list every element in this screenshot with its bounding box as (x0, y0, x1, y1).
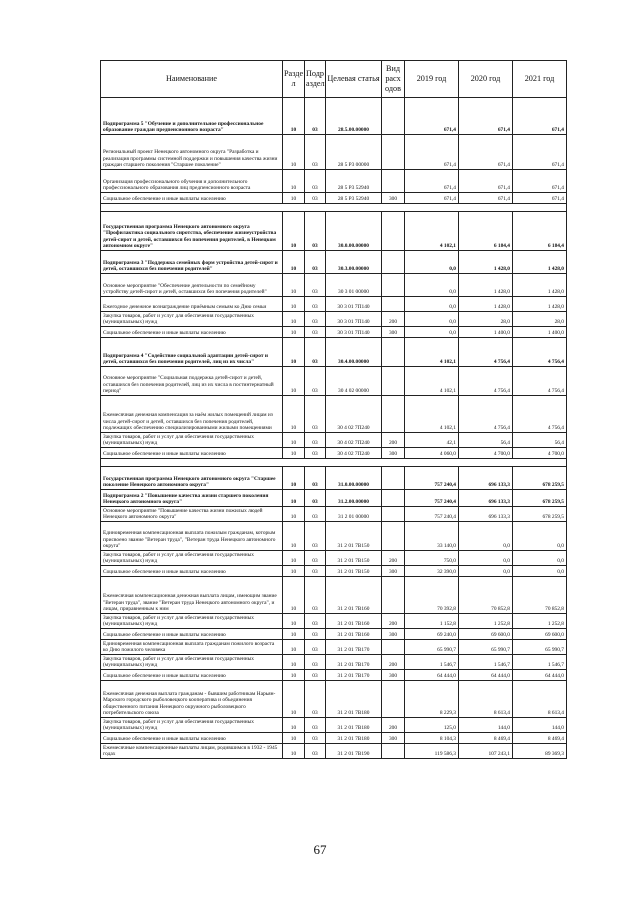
cell-2020: 696 133,3 (459, 490, 513, 507)
table-row (101, 193, 567, 204)
cell-2021: 6 184,4 (513, 212, 567, 251)
cell-name: Основное мероприятие "Социальная поддержка детей-сирот и детей, оставшихся без попечения родителей, лиц из их числа в постинтернатный период" (101, 367, 283, 396)
cell-expense-type (382, 396, 405, 433)
cell-expense-type (382, 744, 405, 759)
cell-podrazdel: 03 (305, 551, 326, 566)
cell-target: 31.0.00.00000 (326, 467, 382, 490)
cell-name: Единовременная компенсационная выплата пожилым гражданам, которым присвоено звание "Ветеран труда", "Ветеран труда Ненецкого автономного округа" (101, 522, 283, 551)
cell-podrazdel: 03 (305, 507, 326, 522)
cell-target: 30 4 02 7П240 (326, 396, 382, 433)
table-row (101, 614, 567, 629)
cell-name: Основное мероприятие "Повышение качества жизни пожилых людей Ненецкого автономного округа" (101, 507, 283, 522)
cell-2021: 4 700,0 (513, 448, 567, 459)
cell-razdel: 10 (283, 396, 305, 433)
cell-target: 30 3 01 7П140 (326, 297, 382, 312)
cell-2019: 671,4 (405, 193, 459, 204)
cell-2021: 8 469,4 (513, 733, 567, 744)
cell-2021: 64 444,0 (513, 670, 567, 681)
cell-2021: 678 259,5 (513, 490, 567, 507)
cell-expense-type: 200 (382, 718, 405, 733)
cell-target: 31 2 01 7В170 (326, 655, 382, 670)
cell-name: Социальное обеспечение и иные выплаты населению (101, 327, 283, 338)
cell-2021: 1 252,8 (513, 614, 567, 629)
cell-podrazdel: 03 (305, 733, 326, 744)
cell-2020: 28,0 (459, 312, 513, 327)
table-row (101, 396, 567, 433)
table-row (101, 327, 567, 338)
cell-target: 31 2 01 7В150 (326, 522, 382, 551)
cell-podrazdel: 03 (305, 522, 326, 551)
cell-2021: 70 852,8 (513, 577, 567, 614)
cell-target: 31 2 01 7В170 (326, 670, 382, 681)
cell-2019: 64 444,0 (405, 670, 459, 681)
cell-2021: 4 756,4 (513, 396, 567, 433)
spacer-row (101, 459, 567, 467)
cell-target: 30.0.00.00000 (326, 212, 382, 251)
cell-2020: 4 756,4 (459, 396, 513, 433)
cell-podrazdel: 03 (305, 490, 326, 507)
cell-name: Социальное обеспечение и иные выплаты населению (101, 733, 283, 744)
table-row (101, 522, 567, 551)
cell-2020: 1 252,8 (459, 614, 513, 629)
cell-2021: 0,0 (513, 551, 567, 566)
cell-2021: 4 756,4 (513, 367, 567, 396)
cell-2019: 8 229,3 (405, 681, 459, 718)
cell-expense-type (382, 251, 405, 274)
header-2019: 2019 год (405, 61, 459, 98)
cell-2021: 65 990,7 (513, 640, 567, 655)
cell-2021: 1 546,7 (513, 655, 567, 670)
table-row (101, 251, 567, 274)
cell-target: 31 2 01 7В180 (326, 733, 382, 744)
cell-name: Закупка товаров, работ и услуг для обеспечения государственных (муниципальных) нужд (101, 551, 283, 566)
cell-expense-type: 200 (382, 655, 405, 670)
cell-podrazdel: 03 (305, 629, 326, 640)
cell-2019: 0,0 (405, 251, 459, 274)
cell-target: 31 2 01 7В180 (326, 681, 382, 718)
cell-expense-type: 300 (382, 193, 405, 204)
cell-podrazdel: 03 (305, 367, 326, 396)
cell-razdel: 10 (283, 297, 305, 312)
cell-name: Единовременная компенсационная выплата гражданам пожилого возраста ко Дню пожилого человека (101, 640, 283, 655)
cell-podrazdel: 03 (305, 566, 326, 577)
table-row (101, 718, 567, 733)
cell-target: 28 5 P3 52940 (326, 170, 382, 193)
cell-2020: 144,0 (459, 718, 513, 733)
cell-podrazdel: 03 (305, 577, 326, 614)
cell-target: 31 2 01 7В150 (326, 566, 382, 577)
table-header-row (101, 61, 567, 98)
cell-podrazdel: 03 (305, 744, 326, 759)
table-row (101, 655, 567, 670)
cell-target: 28 5 P3 52940 (326, 193, 382, 204)
cell-2020: 4 700,0 (459, 448, 513, 459)
cell-2020: 1 428,0 (459, 297, 513, 312)
cell-expense-type (382, 640, 405, 655)
cell-razdel: 10 (283, 490, 305, 507)
cell-2020: 696 133,3 (459, 507, 513, 522)
cell-razdel: 10 (283, 670, 305, 681)
cell-2020: 696 133,3 (459, 467, 513, 490)
cell-podrazdel: 03 (305, 297, 326, 312)
cell-razdel: 10 (283, 551, 305, 566)
cell-expense-type (382, 170, 405, 193)
cell-razdel: 10 (283, 193, 305, 204)
cell-expense-type: 200 (382, 614, 405, 629)
table-row (101, 733, 567, 744)
cell-name: Закупка товаров, работ и услуг для обеспечения государственных (муниципальных) нужд (101, 655, 283, 670)
cell-2020: 1 428,0 (459, 274, 513, 297)
cell-2021: 0,0 (513, 522, 567, 551)
cell-2020: 107 243,1 (459, 744, 513, 759)
cell-2019: 750,0 (405, 551, 459, 566)
cell-2020: 1 428,0 (459, 251, 513, 274)
table-row (101, 338, 567, 367)
cell-podrazdel: 03 (305, 274, 326, 297)
cell-2021: 1 400,0 (513, 327, 567, 338)
cell-name: Ежемесячная денежная выплата гражданам - бывшим работникам Нарьян-Марского городского рыболовецкого кооператива и объединения общественного питания Ненецкого окружного рыболовецкого потребительского союза (101, 681, 283, 718)
cell-razdel: 10 (283, 212, 305, 251)
cell-expense-type (382, 681, 405, 718)
cell-podrazdel: 03 (305, 681, 326, 718)
cell-razdel: 10 (283, 566, 305, 577)
cell-podrazdel: 03 (305, 640, 326, 655)
cell-name: Государственная программа Ненецкого автономного округа "Профилактика социального сиротства, обеспечение жизнеустройства детей-сирот и детей, оставшихся без попечения родителей, в Ненецком автономном округе" (101, 212, 283, 251)
cell-2019: 671,4 (405, 98, 459, 135)
cell-expense-type (382, 297, 405, 312)
cell-target: 31 2 01 7В150 (326, 551, 382, 566)
cell-2021: 89 369,3 (513, 744, 567, 759)
cell-2021: 0,0 (513, 566, 567, 577)
header-razdel: Разде л (283, 61, 305, 98)
cell-2019: 32 390,0 (405, 566, 459, 577)
cell-2021: 671,4 (513, 98, 567, 135)
cell-2021: 69 600,0 (513, 629, 567, 640)
cell-2019: 70 392,8 (405, 577, 459, 614)
cell-2020: 4 756,4 (459, 338, 513, 367)
cell-podrazdel: 03 (305, 467, 326, 490)
cell-podrazdel: 03 (305, 327, 326, 338)
cell-podrazdel: 03 (305, 448, 326, 459)
cell-podrazdel: 03 (305, 614, 326, 629)
cell-expense-type (382, 274, 405, 297)
cell-2021: 8 613,4 (513, 681, 567, 718)
cell-target: 30 4 02 7П240 (326, 448, 382, 459)
cell-target: 31 2 01 7В160 (326, 577, 382, 614)
table-row (101, 566, 567, 577)
table-row (101, 448, 567, 459)
cell-2021: 4 756,4 (513, 338, 567, 367)
cell-razdel: 10 (283, 274, 305, 297)
cell-2019: 0,0 (405, 312, 459, 327)
cell-2019: 33 140,0 (405, 522, 459, 551)
cell-2021: 1 428,0 (513, 297, 567, 312)
cell-razdel: 10 (283, 448, 305, 459)
cell-podrazdel: 03 (305, 193, 326, 204)
cell-name: Ежегодное денежное вознаграждение приёмным семьям ко Дню семьи (101, 297, 283, 312)
cell-2020: 8 613,4 (459, 681, 513, 718)
cell-name: Ежемесячные компенсационные выплаты лицам, родившимся в 1932 - 1945 годах (101, 744, 283, 759)
cell-razdel: 10 (283, 522, 305, 551)
cell-2019: 4 102,1 (405, 338, 459, 367)
table-row (101, 367, 567, 396)
cell-expense-type (382, 577, 405, 614)
header-2020: 2020 год (459, 61, 513, 98)
cell-name: Ежемесячная денежная компенсация за наём жилых помещений лицам из числа детей-сирот и детей, оставшихся без попечения родителей, подлежащих обеспечению специализированными жилыми помещениями (101, 396, 283, 433)
cell-expense-type (382, 212, 405, 251)
cell-target: 30 4 02 00000 (326, 367, 382, 396)
cell-target: 28 5 P3 00000 (326, 135, 382, 170)
cell-target: 31 2 01 7В170 (326, 640, 382, 655)
cell-2019: 4 102,1 (405, 212, 459, 251)
cell-2019: 8 104,3 (405, 733, 459, 744)
table-row (101, 577, 567, 614)
cell-2020: 0,0 (459, 522, 513, 551)
cell-razdel: 10 (283, 718, 305, 733)
cell-razdel: 10 (283, 467, 305, 490)
cell-name: Закупка товаров, работ и услуг для обеспечения государственных (муниципальных) нужд (101, 718, 283, 733)
cell-expense-type: 300 (382, 733, 405, 744)
cell-2020: 0,0 (459, 551, 513, 566)
cell-target: 31 2 01 00000 (326, 507, 382, 522)
cell-expense-type (382, 338, 405, 367)
cell-name: Подпрограмма 3 "Поддержка семейных форм устройства детей-сирот и детей, оставшихся без попечения родителей" (101, 251, 283, 274)
cell-2019: 4 102,1 (405, 367, 459, 396)
cell-2019: 671,4 (405, 135, 459, 170)
cell-razdel: 10 (283, 327, 305, 338)
cell-expense-type: 300 (382, 670, 405, 681)
cell-expense-type: 300 (382, 448, 405, 459)
cell-podrazdel: 03 (305, 212, 326, 251)
table-row (101, 98, 567, 135)
cell-razdel: 10 (283, 577, 305, 614)
cell-2020: 1 546,7 (459, 655, 513, 670)
cell-name: Социальное обеспечение и иные выплаты населению (101, 193, 283, 204)
cell-name: Государственная программа Ненецкого автономного округа "Старшее поколение Ненецкого автономного округа" (101, 467, 283, 490)
cell-2019: 757 240,4 (405, 507, 459, 522)
cell-name: Основное мероприятие "Обеспечение деятельности по семейному устройству детей-сирот и детей, оставшихся без попечения родителей" (101, 274, 283, 297)
cell-razdel: 10 (283, 98, 305, 135)
cell-2019: 671,4 (405, 170, 459, 193)
cell-2021: 671,4 (513, 170, 567, 193)
cell-2021: 1 428,0 (513, 274, 567, 297)
cell-2021: 56,4 (513, 433, 567, 448)
cell-expense-type: 200 (382, 433, 405, 448)
cell-expense-type: 200 (382, 551, 405, 566)
cell-target: 31 2 01 7В160 (326, 629, 382, 640)
cell-2020: 671,4 (459, 170, 513, 193)
cell-expense-type (382, 135, 405, 170)
cell-podrazdel: 03 (305, 655, 326, 670)
cell-2021: 1 428,0 (513, 251, 567, 274)
table-row (101, 490, 567, 507)
cell-razdel: 10 (283, 312, 305, 327)
cell-expense-type (382, 507, 405, 522)
cell-2021: 671,4 (513, 135, 567, 170)
header-target: Целевая статья (326, 61, 382, 98)
cell-2020: 8 469,4 (459, 733, 513, 744)
cell-2020: 69 600,0 (459, 629, 513, 640)
table-row (101, 640, 567, 655)
cell-name: Подпрограмма 2 "Повышение качества жизни старшего поколения Ненецкого автономного округа" (101, 490, 283, 507)
cell-podrazdel: 03 (305, 338, 326, 367)
spacer-cell (101, 459, 567, 467)
table-row (101, 312, 567, 327)
header-name: Наименование (101, 61, 283, 98)
cell-2019: 4 102,1 (405, 396, 459, 433)
cell-2021: 144,0 (513, 718, 567, 733)
cell-2020: 671,4 (459, 98, 513, 135)
budget-table (100, 60, 567, 759)
cell-2019: 1 546,7 (405, 655, 459, 670)
cell-expense-type: 300 (382, 566, 405, 577)
cell-razdel: 10 (283, 170, 305, 193)
cell-razdel: 10 (283, 433, 305, 448)
cell-2019: 69 240,0 (405, 629, 459, 640)
cell-expense-type (382, 467, 405, 490)
table-body (101, 98, 567, 759)
table-row (101, 170, 567, 193)
cell-razdel: 10 (283, 251, 305, 274)
cell-name: Закупка товаров, работ и услуг для обеспечения государственных (муниципальных) нужд (101, 614, 283, 629)
cell-target: 31.2.00.00000 (326, 490, 382, 507)
cell-2020: 65 990,7 (459, 640, 513, 655)
cell-2020: 4 756,4 (459, 367, 513, 396)
header-expense-type: Вид расх одов (382, 61, 405, 98)
cell-2021: 678 259,5 (513, 467, 567, 490)
cell-expense-type: 300 (382, 327, 405, 338)
cell-2019: 0,0 (405, 327, 459, 338)
cell-2019: 125,0 (405, 718, 459, 733)
cell-expense-type: 300 (382, 629, 405, 640)
cell-target: 30 4 02 7П240 (326, 433, 382, 448)
cell-name: Организация профессионального обучения и дополнительного профессионального образования лиц предпенсионного возраста (101, 170, 283, 193)
cell-razdel: 10 (283, 614, 305, 629)
cell-target: 28.5.00.00000 (326, 98, 382, 135)
cell-target: 30.4.00.00000 (326, 338, 382, 367)
cell-2020: 70 852,8 (459, 577, 513, 614)
cell-target: 30.3.00.00000 (326, 251, 382, 274)
cell-razdel: 10 (283, 681, 305, 718)
cell-2020: 671,4 (459, 193, 513, 204)
cell-2019: 65 990,7 (405, 640, 459, 655)
cell-podrazdel: 03 (305, 170, 326, 193)
table-row (101, 135, 567, 170)
cell-2019: 757 240,4 (405, 467, 459, 490)
cell-podrazdel: 03 (305, 396, 326, 433)
cell-target: 31 2 01 7В180 (326, 718, 382, 733)
table-row (101, 274, 567, 297)
cell-name: Закупка товаров, работ и услуг для обеспечения государственных (муниципальных) нужд (101, 433, 283, 448)
cell-razdel: 10 (283, 367, 305, 396)
cell-2019: 4 060,0 (405, 448, 459, 459)
cell-name: Закупка товаров, работ и услуг для обеспечения государственных (муниципальных) нужд (101, 312, 283, 327)
cell-expense-type (382, 522, 405, 551)
cell-2020: 1 400,0 (459, 327, 513, 338)
cell-podrazdel: 03 (305, 98, 326, 135)
cell-name: Социальное обеспечение и иные выплаты населению (101, 448, 283, 459)
cell-name: Ежемесячная компенсационная денежная выплата лицам, имеющим звание "Ветеран труда", звание "Ветеран труда Ненецкого автономного округа", и лицам, приравненным к ним (101, 577, 283, 614)
table-row (101, 744, 567, 759)
cell-expense-type: 200 (382, 312, 405, 327)
cell-razdel: 10 (283, 135, 305, 170)
cell-razdel: 10 (283, 507, 305, 522)
page-number: 67 (313, 842, 327, 857)
cell-name: Подпрограмма 4 "Содействие социальной адаптации детей-сирот и детей, оставшихся без попечения родителей, лиц из их числа" (101, 338, 283, 367)
cell-2019: 1 152,8 (405, 614, 459, 629)
header-podrazdel: Подр аздел (305, 61, 326, 98)
cell-2020: 6 184,4 (459, 212, 513, 251)
cell-podrazdel: 03 (305, 251, 326, 274)
cell-podrazdel: 03 (305, 718, 326, 733)
spacer-cell (101, 204, 567, 212)
cell-expense-type (382, 98, 405, 135)
cell-name: Подпрограмма 5 "Обучение и дополнительное профессиональное образование граждан предпенсионного возраста" (101, 98, 283, 135)
cell-target: 30 3 01 00000 (326, 274, 382, 297)
cell-2021: 678 259,5 (513, 507, 567, 522)
table-row (101, 467, 567, 490)
cell-2021: 28,0 (513, 312, 567, 327)
cell-2019: 0,0 (405, 297, 459, 312)
table-row (101, 629, 567, 640)
cell-2019: 119 586,3 (405, 744, 459, 759)
cell-name: Социальное обеспечение и иные выплаты населению (101, 670, 283, 681)
cell-2020: 56,4 (459, 433, 513, 448)
cell-2020: 671,4 (459, 135, 513, 170)
cell-podrazdel: 03 (305, 670, 326, 681)
spacer-row (101, 204, 567, 212)
cell-target: 30 3 01 7П140 (326, 327, 382, 338)
cell-name: Социальное обеспечение и иные выплаты населению (101, 629, 283, 640)
cell-2021: 671,4 (513, 193, 567, 204)
cell-razdel: 10 (283, 640, 305, 655)
table-row (101, 551, 567, 566)
cell-podrazdel: 03 (305, 433, 326, 448)
cell-target: 31 2 01 7В190 (326, 744, 382, 759)
cell-podrazdel: 03 (305, 135, 326, 170)
cell-target: 30 3 01 7П140 (326, 312, 382, 327)
cell-2020: 0,0 (459, 566, 513, 577)
table-row (101, 681, 567, 718)
table-row (101, 433, 567, 448)
cell-razdel: 10 (283, 629, 305, 640)
table-row (101, 297, 567, 312)
cell-podrazdel: 03 (305, 312, 326, 327)
cell-razdel: 10 (283, 733, 305, 744)
cell-2020: 64 444,0 (459, 670, 513, 681)
cell-razdel: 10 (283, 338, 305, 367)
cell-2019: 42,1 (405, 433, 459, 448)
cell-expense-type (382, 367, 405, 396)
cell-target: 31 2 01 7В160 (326, 614, 382, 629)
cell-name: Социальное обеспечение и иные выплаты населению (101, 566, 283, 577)
cell-2019: 0,0 (405, 274, 459, 297)
cell-razdel: 10 (283, 655, 305, 670)
cell-razdel: 10 (283, 744, 305, 759)
table-row (101, 212, 567, 251)
table-row (101, 670, 567, 681)
header-2021: 2021 год (513, 61, 567, 98)
table-row (101, 507, 567, 522)
cell-expense-type (382, 490, 405, 507)
cell-2019: 757 240,4 (405, 490, 459, 507)
cell-name: Региональный проект Ненецкого автономного округа "Разработка и реализация программы системной поддержки и повышения качества жизни граждан старшего поколения "Старшее поколение" (101, 135, 283, 170)
